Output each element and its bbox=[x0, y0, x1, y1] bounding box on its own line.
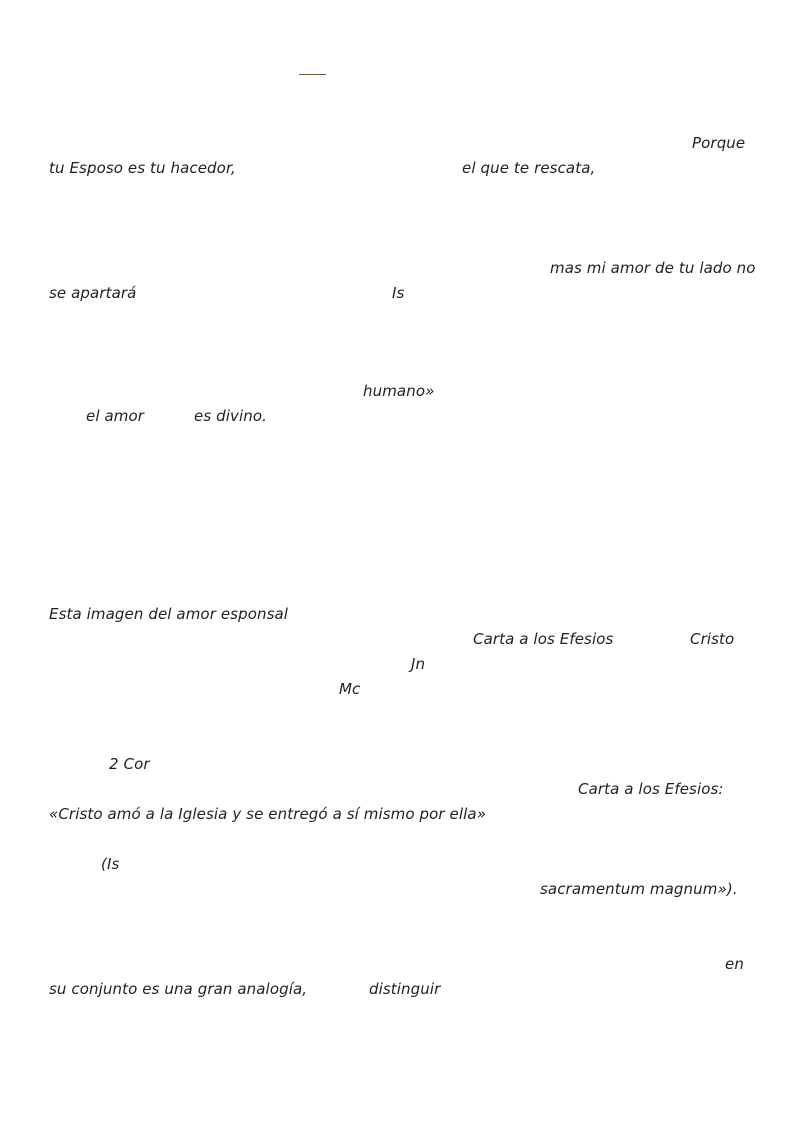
text-fragment-el-que-te-rescata: el que te rescata, bbox=[462, 159, 596, 177]
text-fragment-mc: Mc bbox=[339, 680, 361, 698]
footnote-link-underline bbox=[299, 74, 326, 75]
text-fragment-el-amor: el amor bbox=[86, 407, 145, 425]
text-fragment-cristo-amo: «Cristo amó a la Iglesia y se entregó a sí mismo por ella» bbox=[49, 805, 487, 823]
text-fragment-en: en bbox=[725, 955, 744, 973]
text-fragment-jn: Jn bbox=[411, 655, 426, 673]
text-fragment-porque: Porque bbox=[692, 134, 746, 152]
text-fragment-is: Is bbox=[392, 284, 405, 302]
text-fragment-2-cor: 2 Cor bbox=[109, 755, 150, 773]
text-fragment-cristo: Cristo bbox=[690, 630, 735, 648]
text-fragment-open-is: (Is bbox=[101, 855, 120, 873]
text-fragment-carta-efesios-2: Carta a los Efesios: bbox=[578, 780, 724, 798]
text-fragment-distinguir: distinguir bbox=[369, 980, 441, 998]
text-fragment-carta-efesios: Carta a los Efesios bbox=[473, 630, 614, 648]
text-fragment-esta-imagen: Esta imagen del amor esponsal bbox=[49, 605, 289, 623]
text-fragment-mas-mi-amor: mas mi amor de tu lado no bbox=[550, 259, 756, 277]
text-fragment-es-divino: es divino. bbox=[194, 407, 267, 425]
text-fragment-humano: humano» bbox=[363, 382, 435, 400]
text-fragment-se-apartara: se apartará bbox=[49, 284, 137, 302]
text-fragment-tu-esposo: tu Esposo es tu hacedor, bbox=[49, 159, 236, 177]
text-fragment-sacramentum: sacramentum magnum»). bbox=[540, 880, 738, 898]
text-fragment-su-conjunto: su conjunto es una gran analogía, bbox=[49, 980, 308, 998]
